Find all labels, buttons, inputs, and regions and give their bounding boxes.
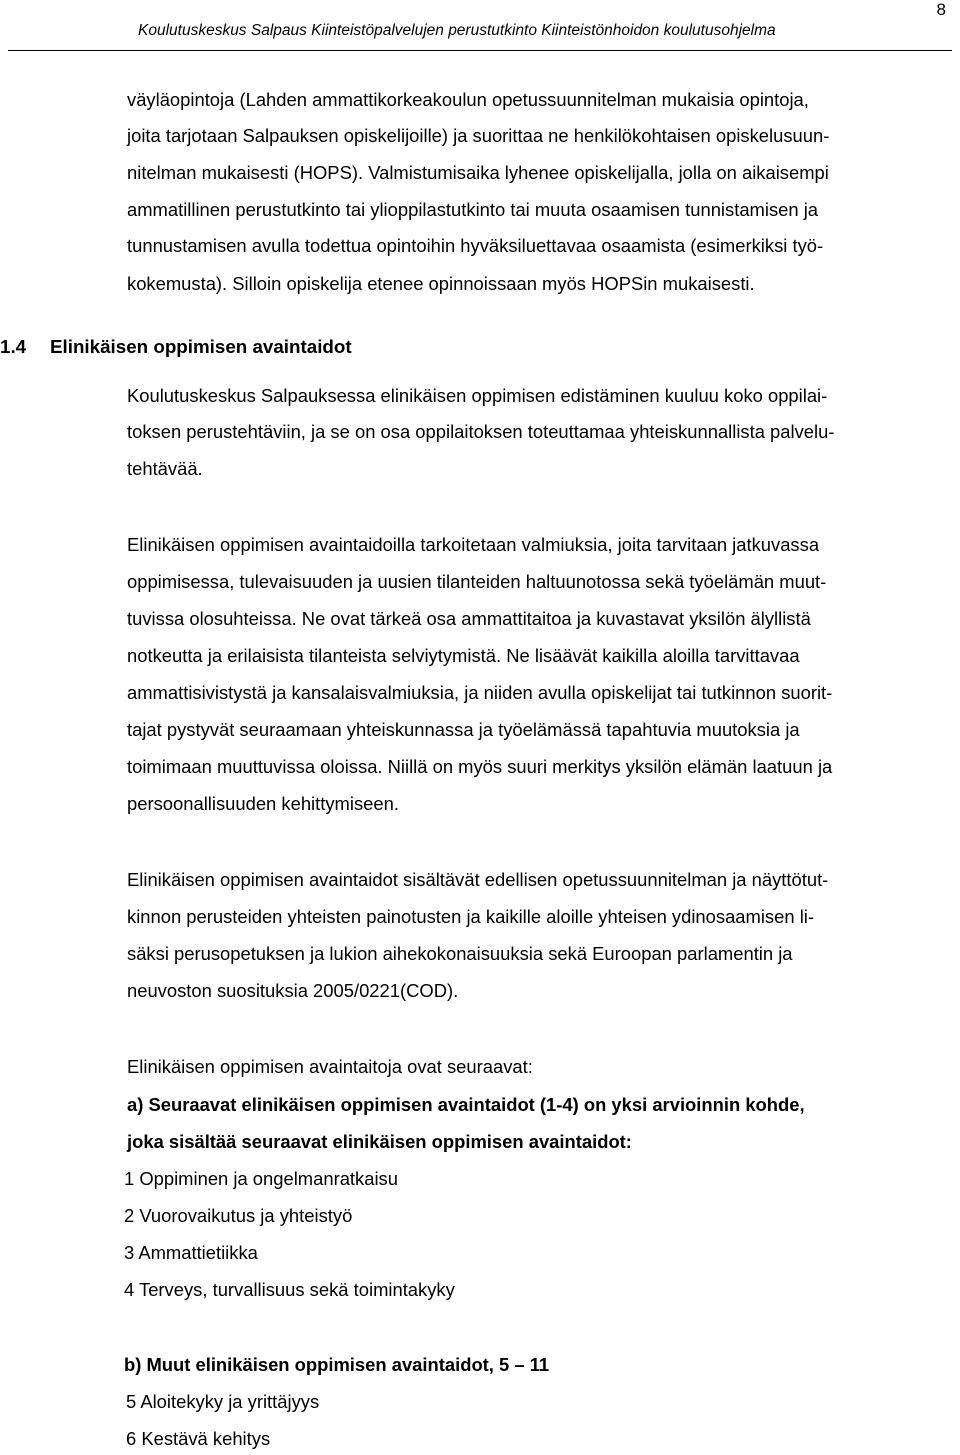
header-divider bbox=[8, 50, 952, 51]
page-number: 8 bbox=[936, 0, 946, 19]
body-text-line: tunnustamisen avulla todettua opintoihin hyväksiluettavaa osaamista (esimerkiksi työ- bbox=[127, 235, 824, 256]
list-item: 5 Aloitekyky ja yrittäjyys bbox=[126, 1391, 320, 1412]
body-text-line: toimimaan muuttuvissa oloissa. Niillä on myös suuri merkitys yksilön elämän laatuun ja bbox=[127, 756, 833, 777]
body-text-line: kokemusta). Silloin opiskelija etenee opinnoissaan myös HOPSin mukaisesti. bbox=[127, 273, 755, 294]
body-text-line: toksen perustehtäviin, ja se on osa oppilaitoksen toteuttamaa yhteiskunnallista palvelu- bbox=[127, 421, 835, 442]
body-text-line: tajat pystyvät seuraamaan yhteiskunnassa ja työelämässä tapahtuvia muutoksia ja bbox=[127, 719, 800, 740]
list-item: 1 Oppiminen ja ongelmanratkaisu bbox=[124, 1168, 398, 1189]
body-text-line: neuvoston suosituksia 2005/0221(COD). bbox=[127, 980, 459, 1001]
body-text-line: kinnon perusteiden yhteisten painotusten ja kaikille aloille yhteisen ydinosaamisen li- bbox=[127, 906, 814, 927]
list-intro: Elinikäisen oppimisen avaintaitoja ovat seuraavat: bbox=[127, 1056, 533, 1077]
list-item: 6 Kestävä kehitys bbox=[126, 1428, 271, 1449]
body-text-line: Elinikäisen oppimisen avaintaidot sisältävät edellisen opetussuunnitelman ja näyttötut- bbox=[127, 869, 829, 890]
body-text-line: väyläopintoja (Lahden ammattikorkeakoulun opetussuunnitelman mukaisia opintoja, bbox=[127, 89, 809, 110]
body-text-line: ammatillinen perustutkinto tai ylioppilastutkinto tai muuta osaamisen tunnistamisen ja bbox=[127, 199, 819, 220]
running-header: Koulutuskeskus Salpaus Kiinteistöpalvelujen perustutkinto Kiinteistönhoidon koulutusohjelma bbox=[138, 22, 776, 39]
body-text-line: Elinikäisen oppimisen avaintaidoilla tarkoitetaan valmiuksia, joita tarvitaan jatkuvassa bbox=[127, 534, 820, 555]
body-text-line: ammattisivistystä ja kansalaisvalmiuksia, ja niiden avulla opiskelijat tai tutkinnon suorit- bbox=[127, 682, 833, 703]
body-text-line: Koulutuskeskus Salpauksessa elinikäisen oppimisen edistäminen kuuluu koko oppilai- bbox=[127, 385, 828, 406]
body-text-line: nitelman mukaisesti (HOPS). Valmistumisaika lyhenee opiskelijalla, jolla on aikaisempi bbox=[127, 162, 829, 183]
group-b-heading: b) Muut elinikäisen oppimisen avaintaidot, 5 – 11 bbox=[124, 1354, 550, 1375]
body-text-line: joita tarjotaan Salpauksen opiskelijoille) ja suorittaa ne henkilökohtaisen opiskelusuun- bbox=[127, 125, 830, 146]
list-item: 3 Ammattietiikka bbox=[124, 1242, 258, 1263]
group-a-heading: a) Seuraavat elinikäisen oppimisen avaintaidot (1-4) on yksi arvioinnin kohde, bbox=[127, 1094, 805, 1115]
body-text-line: säksi perusopetuksen ja lukion aihekokonaisuuksia sekä Euroopan parlamentin ja bbox=[127, 943, 793, 964]
section-heading bbox=[0, 336, 352, 358]
body-text-line: tuvissa olosuhteissa. Ne ovat tärkeä osa ammattitaitoa ja kuvastavat yksilön älyllistä bbox=[127, 608, 811, 629]
group-a-heading: joka sisältää seuraavat elinikäisen oppimisen avaintaidot: bbox=[127, 1131, 632, 1152]
section-number: 1.4 bbox=[0, 336, 27, 357]
list-item: 4 Terveys, turvallisuus sekä toimintakyky bbox=[124, 1279, 455, 1300]
body-text-line: notkeutta ja erilaisista tilanteista selviytymistä. Ne lisäävät kaikilla aloilla tarvittavaa bbox=[127, 645, 800, 666]
body-text-line: persoonallisuuden kehittymiseen. bbox=[127, 793, 399, 814]
section-title: Elinikäisen oppimisen avaintaidot bbox=[50, 336, 352, 357]
body-text-line: tehtävää. bbox=[127, 458, 203, 479]
list-item: 2 Vuorovaikutus ja yhteistyö bbox=[124, 1205, 353, 1226]
body-text-line: oppimisessa, tulevaisuuden ja uusien tilanteiden haltuunotossa sekä työelämän muut- bbox=[127, 571, 827, 592]
